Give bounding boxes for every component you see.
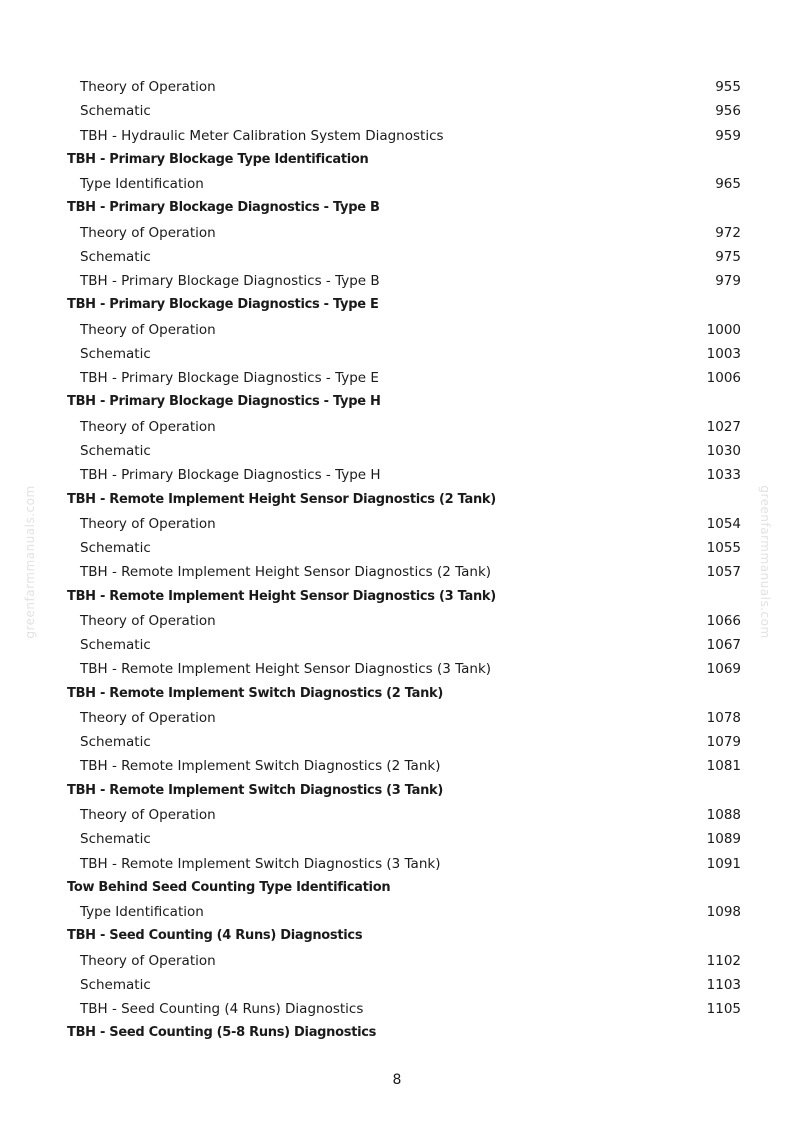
page-number: 8 — [392, 1072, 402, 1088]
toc-entry-label: TBH - Hydraulic Meter Calibration System Diagnostics — [80, 127, 444, 144]
toc-entry-label: TBH - Primary Blockage Diagnostics - Type B — [80, 273, 380, 290]
toc-entry-label: Schematic — [80, 637, 151, 654]
toc-section-heading — [0, 390, 794, 414]
toc-entry-label: TBH - Remote Implement Switch Diagnostics (2 Tank) — [80, 758, 441, 775]
toc-entry[interactable] — [0, 342, 794, 366]
toc-heading-label: Tow Behind Seed Counting Type Identification — [67, 879, 391, 895]
toc-page-number: 955 — [715, 79, 741, 95]
toc-entry[interactable] — [0, 730, 794, 754]
toc-section-heading — [0, 924, 794, 948]
toc-page-number: 1089 — [706, 831, 741, 848]
toc-heading-label: TBH - Remote Implement Height Sensor Diagnostics (3 Tank) — [67, 588, 496, 604]
toc-page-number: 1066 — [706, 612, 741, 629]
toc-section-heading — [0, 293, 794, 317]
toc-entry[interactable] — [0, 754, 794, 778]
toc-page-number: 1098 — [706, 904, 741, 921]
toc-entry-label: Theory of Operation — [80, 709, 216, 726]
toc-entry[interactable] — [0, 706, 794, 730]
toc-entry-label: Theory of Operation — [80, 515, 216, 532]
toc-entry-label: Schematic — [80, 442, 151, 459]
toc-entry[interactable] — [0, 269, 794, 293]
toc-heading-label: TBH - Seed Counting (5-8 Runs) Diagnostics — [67, 1025, 377, 1041]
watermark-left: greenfarmmanuals.com — [23, 485, 37, 639]
toc-page-number: 975 — [715, 248, 741, 265]
toc-page-number: 1103 — [706, 976, 741, 993]
toc-page-number: 1081 — [706, 758, 741, 775]
toc-entry[interactable] — [0, 609, 794, 633]
toc-heading-label: TBH - Primary Blockage Diagnostics - Type H — [67, 394, 381, 410]
toc-page-number: 1069 — [706, 661, 741, 678]
toc-entry[interactable] — [0, 221, 794, 245]
toc-page-number: 1000 — [706, 321, 741, 338]
toc-page-number: 959 — [715, 127, 741, 144]
toc-page-number: 1079 — [706, 734, 741, 751]
toc-entry[interactable] — [0, 900, 794, 924]
toc-entry-label: Theory of Operation — [80, 418, 216, 435]
toc-page-number: 1055 — [706, 540, 741, 557]
toc-page-number: 1027 — [706, 418, 741, 435]
toc-entry[interactable] — [0, 172, 794, 196]
toc-heading-label: TBH - Remote Implement Height Sensor Diagnostics (2 Tank) — [67, 491, 496, 507]
toc-entry-label: Schematic — [80, 103, 151, 120]
toc-section-heading — [0, 148, 794, 172]
toc-page-number: 1078 — [706, 709, 741, 726]
toc-page-number: 1102 — [706, 952, 741, 969]
toc-section-heading — [0, 1021, 794, 1045]
toc-page-number: 1091 — [706, 855, 741, 872]
toc-page-number: 979 — [715, 273, 741, 290]
toc-entry[interactable] — [0, 536, 794, 560]
toc-entry-label: TBH - Seed Counting (4 Runs) Diagnostics — [80, 1001, 364, 1018]
toc-page-number: 1105 — [706, 1001, 741, 1018]
toc-entry[interactable] — [0, 633, 794, 657]
toc-page-number: 956 — [715, 103, 741, 120]
toc-heading-label: TBH - Remote Implement Switch Diagnostics (2 Tank) — [67, 685, 444, 701]
toc-entry-label: Theory of Operation — [80, 612, 216, 629]
toc-entry[interactable] — [0, 318, 794, 342]
toc-entry[interactable] — [0, 75, 794, 99]
toc-heading-label: TBH - Remote Implement Switch Diagnostics (3 Tank) — [67, 782, 444, 798]
toc-entry[interactable] — [0, 949, 794, 973]
toc-entry[interactable] — [0, 560, 794, 584]
toc-entry[interactable] — [0, 852, 794, 876]
toc-entry-label: Schematic — [80, 734, 151, 751]
toc-section-heading — [0, 876, 794, 900]
toc-entry[interactable] — [0, 512, 794, 536]
toc-entry-label: Theory of Operation — [80, 224, 216, 241]
toc-entry-label: TBH - Remote Implement Height Sensor Diagnostics (2 Tank) — [80, 564, 492, 581]
toc-entry-label: TBH - Primary Blockage Diagnostics - Type E — [80, 370, 379, 387]
toc-entry-label: Theory of Operation — [80, 952, 216, 969]
toc-entry[interactable] — [0, 997, 794, 1021]
watermark-right: greenfarmmanuals.com — [758, 485, 772, 639]
toc-entry-label: TBH - Primary Blockage Diagnostics - Type H — [80, 467, 381, 484]
toc-page-number: 1057 — [706, 564, 741, 581]
toc-page-number: 972 — [715, 224, 741, 241]
toc-entry[interactable] — [0, 415, 794, 439]
toc-section-heading — [0, 196, 794, 220]
toc-page-number: 1054 — [706, 515, 741, 532]
toc-entry[interactable] — [0, 124, 794, 148]
toc-entry[interactable] — [0, 827, 794, 851]
toc-page-number: 1067 — [706, 637, 741, 654]
toc-page-number: 965 — [715, 176, 741, 193]
toc-page-number: 1030 — [706, 442, 741, 459]
toc-entry-label: Type Identification — [80, 904, 204, 921]
toc-entry-label: Schematic — [80, 976, 151, 993]
toc-heading-label: TBH - Primary Blockage Diagnostics - Type E — [67, 297, 379, 313]
toc-section-heading — [0, 779, 794, 803]
toc-entry[interactable] — [0, 657, 794, 681]
toc-entry-label: Schematic — [80, 248, 151, 265]
toc-page-number: 1006 — [706, 370, 741, 387]
toc-entry-label: Theory of Operation — [80, 321, 216, 338]
table-of-contents — [0, 75, 794, 1046]
toc-page-number: 1003 — [706, 345, 741, 362]
toc-entry[interactable] — [0, 439, 794, 463]
toc-entry-label: TBH - Remote Implement Switch Diagnostics (3 Tank) — [80, 855, 441, 872]
toc-section-heading — [0, 488, 794, 512]
toc-entry-label: Theory of Operation — [80, 806, 216, 823]
toc-page-number: 1088 — [706, 806, 741, 823]
toc-entry[interactable] — [0, 463, 794, 487]
toc-entry-label: Schematic — [80, 540, 151, 557]
toc-entry-label: Type Identification — [80, 176, 204, 193]
toc-section-heading — [0, 682, 794, 706]
toc-entry-label: Theory of Operation — [80, 79, 216, 95]
toc-heading-label: TBH - Primary Blockage Diagnostics - Type B — [67, 200, 380, 216]
toc-entry[interactable] — [0, 803, 794, 827]
toc-entry-label: TBH - Remote Implement Height Sensor Diagnostics (3 Tank) — [80, 661, 492, 678]
toc-entry-label: Schematic — [80, 345, 151, 362]
toc-heading-label: TBH - Seed Counting (4 Runs) Diagnostics — [67, 928, 363, 944]
toc-section-heading — [0, 585, 794, 609]
toc-page-number: 1033 — [706, 467, 741, 484]
toc-entry-label: Schematic — [80, 831, 151, 848]
toc-entry[interactable] — [0, 99, 794, 123]
toc-entry[interactable] — [0, 973, 794, 997]
toc-entry[interactable] — [0, 245, 794, 269]
toc-entry[interactable] — [0, 366, 794, 390]
toc-heading-label: TBH - Primary Blockage Type Identification — [67, 151, 369, 167]
